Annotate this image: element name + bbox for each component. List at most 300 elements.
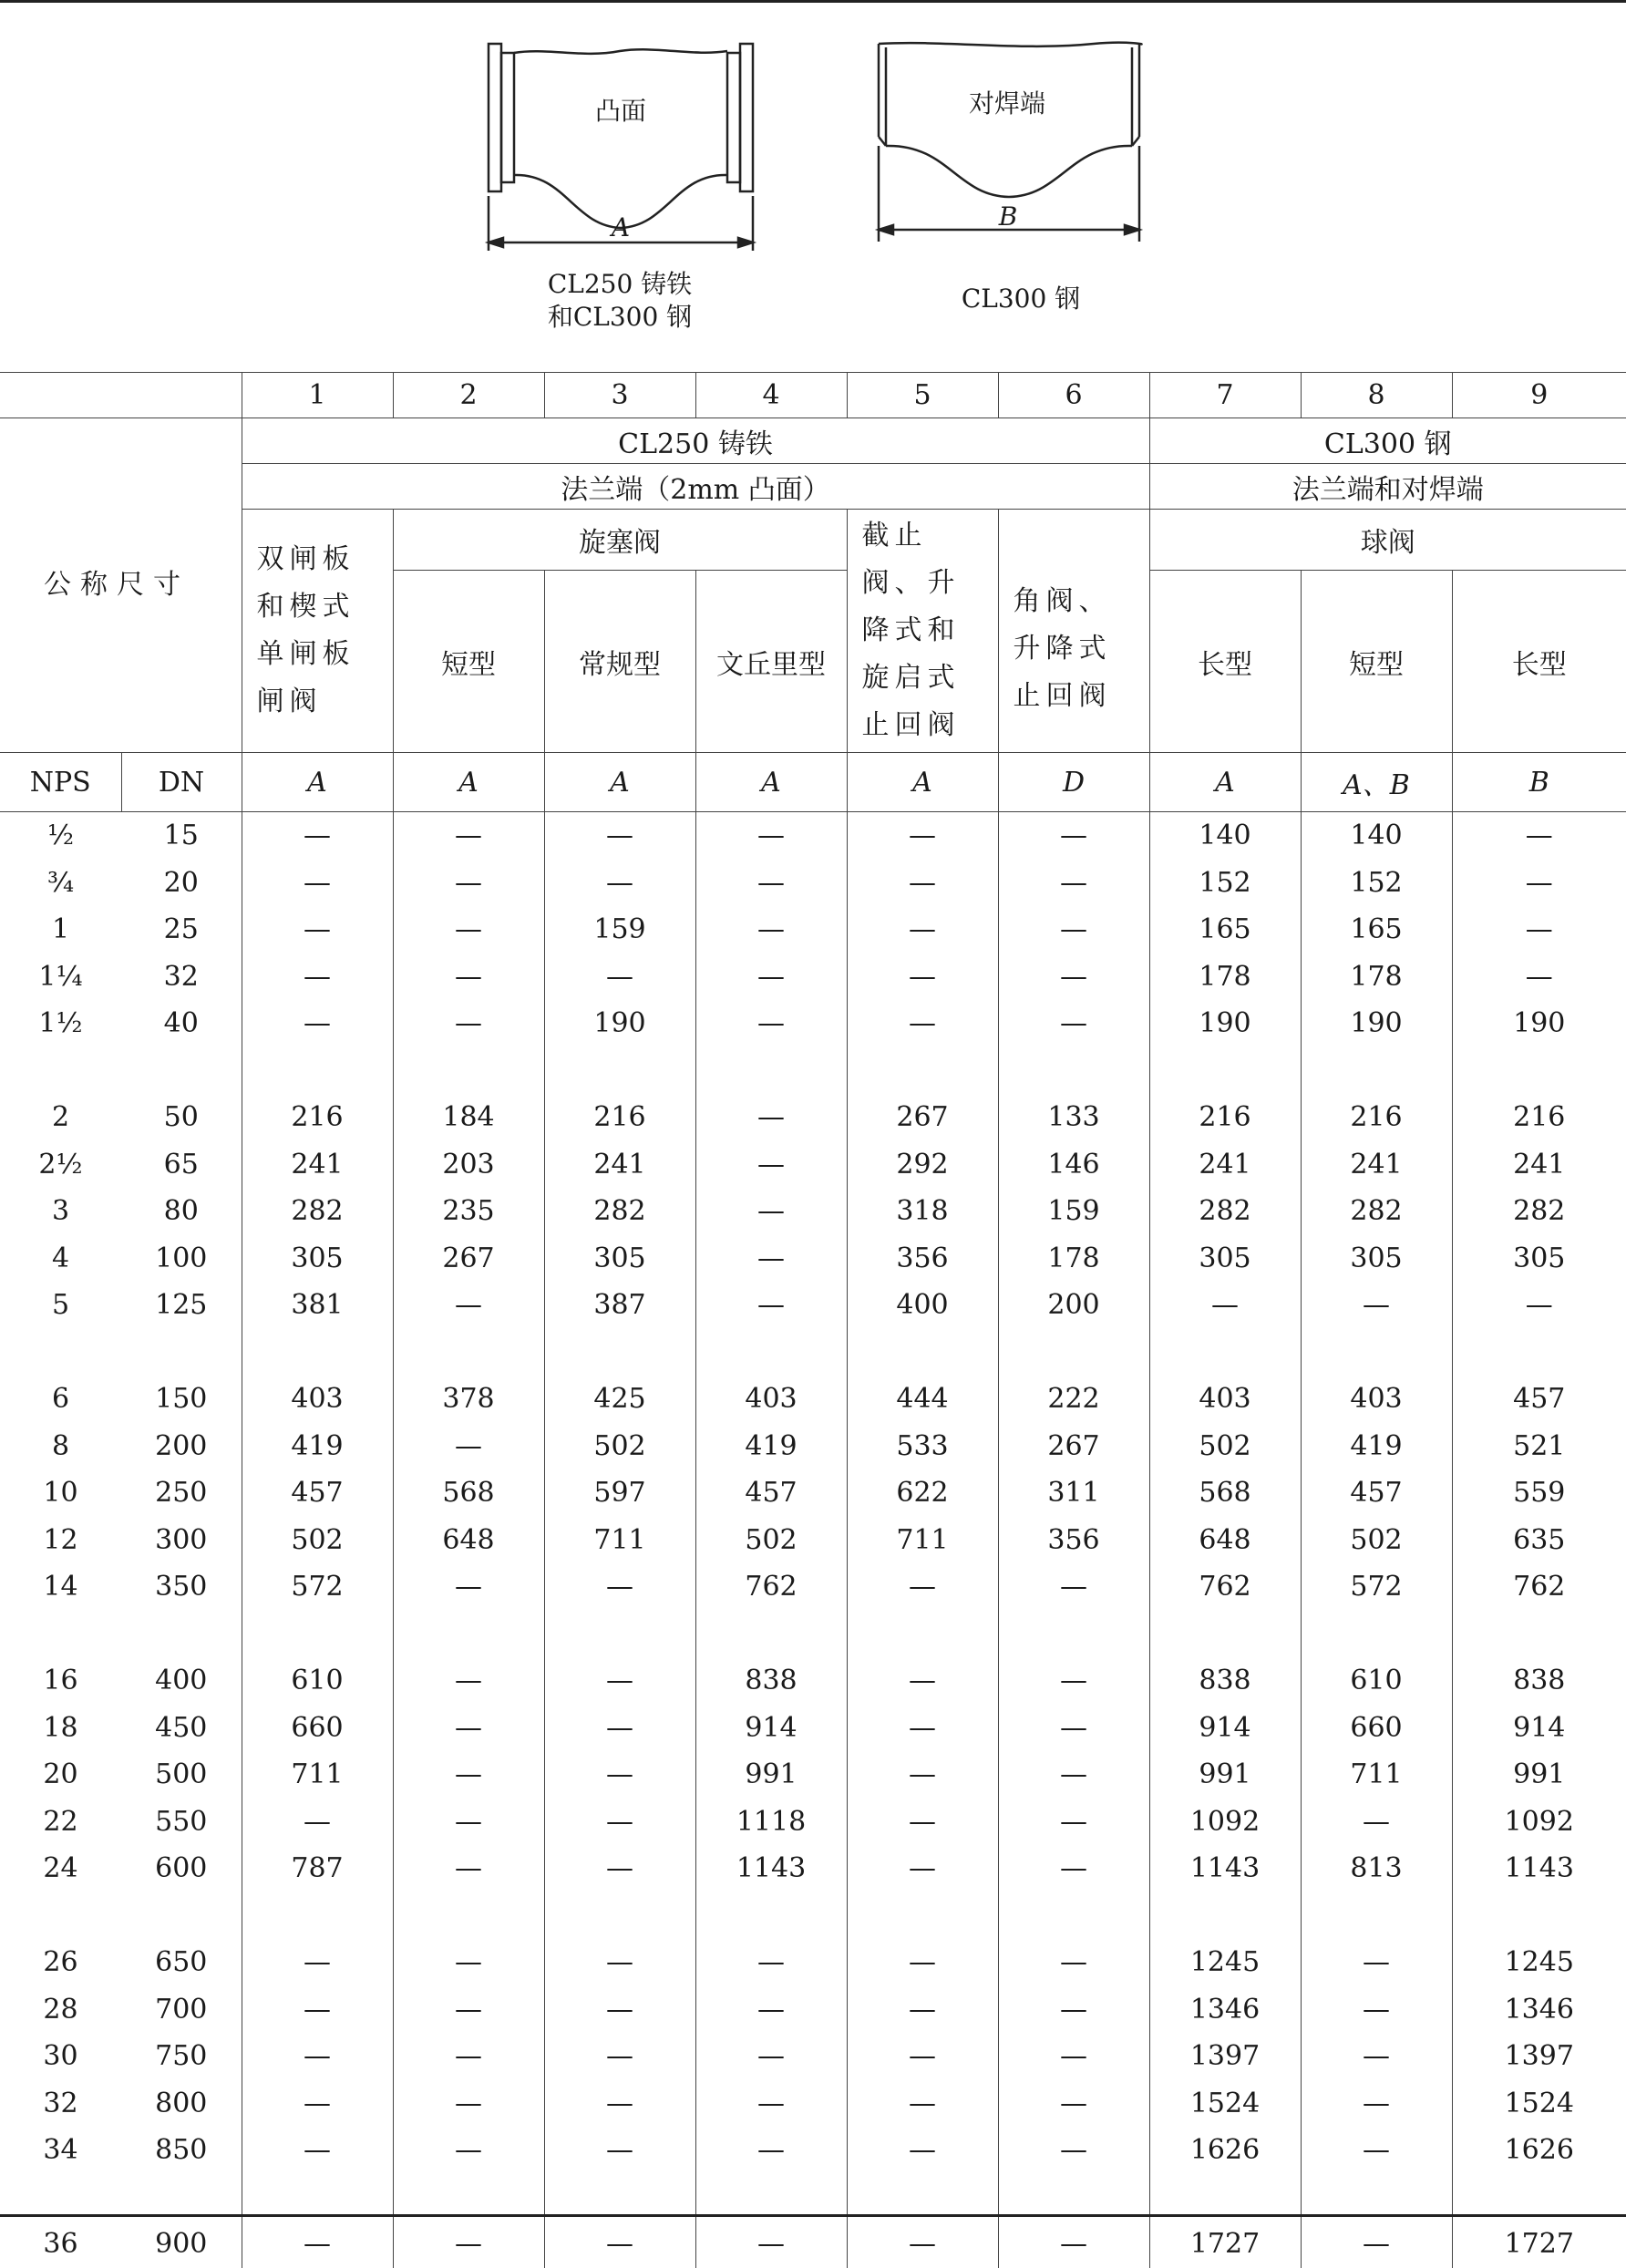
dimension-cell: —: [695, 2127, 847, 2174]
dimension-cell: 1143: [1504, 1852, 1574, 1885]
dimension-cell: —: [695, 2033, 847, 2080]
dimension-cell: 159: [544, 906, 695, 954]
dimension-cell: 190: [1301, 1000, 1452, 1047]
nps-cell: 22: [43, 1805, 78, 1838]
dn-cell: 400: [121, 1657, 242, 1705]
dimension-cell: —: [1301, 2127, 1452, 2174]
dimension-cell: 457: [1301, 1469, 1452, 1517]
dimension-cell: —: [1301, 1799, 1452, 1846]
dimension-cell: —: [393, 954, 544, 1001]
dimension-cell: —: [393, 906, 544, 954]
dimension-cell: —: [695, 2080, 847, 2128]
plug-short-header: 短型: [393, 571, 544, 753]
nps-cell: 14: [43, 1571, 78, 1603]
dimension-cell: —: [695, 1939, 847, 1986]
dn-cell: 650: [121, 1939, 242, 1986]
plug-regular-header: 常规型: [544, 571, 695, 753]
dn-cell: 750: [121, 2033, 242, 2080]
dimension-cell: 403: [1301, 1376, 1452, 1423]
dimension-cell: —: [998, 906, 1149, 954]
dimension-cell: 502: [1149, 1423, 1301, 1470]
nps-cell: ¾: [46, 866, 75, 899]
dimension-cell: —: [1525, 913, 1553, 946]
dimension-cell: 133: [998, 1094, 1149, 1141]
dimension-cell: —: [393, 1799, 544, 1846]
dimension-cell: —: [998, 1705, 1149, 1752]
dimension-cell: 1245: [1149, 1939, 1301, 1986]
nps-cell: ½: [46, 820, 75, 852]
dimension-cell: —: [544, 2221, 695, 2268]
dn-cell: 300: [121, 1517, 242, 1564]
dimension-cell: 216: [1149, 1094, 1301, 1141]
dimension-cell: 152: [1301, 860, 1452, 907]
table-body: [0, 812, 1626, 2268]
nps-cell: 26: [43, 1946, 78, 1979]
dimension-cell: 305: [242, 1235, 393, 1283]
dimension-cell: 1397: [1149, 2033, 1301, 2080]
dimension-cell: —: [544, 1986, 695, 2034]
dimension-cell: 991: [695, 1751, 847, 1799]
dimension-cell: 610: [242, 1657, 393, 1705]
dimension-cell: 559: [1513, 1477, 1566, 1510]
nominal-size-header: 公称尺寸: [0, 418, 242, 753]
dimension-cell: —: [695, 906, 847, 954]
dimension-cell: —: [695, 860, 847, 907]
dimension-cell: —: [393, 860, 544, 907]
dimension-cell: —: [847, 1845, 998, 1892]
dimension-cell: —: [998, 1751, 1149, 1799]
dimension-cell: —: [1301, 2080, 1452, 2128]
dimension-cell: 159: [998, 1188, 1149, 1235]
dimension-cell: —: [847, 954, 998, 1001]
angle-valve-header: 角阀、升降式止回阀: [998, 510, 1149, 753]
dimension-cell: 216: [1301, 1094, 1452, 1141]
dimension-cell: 184: [393, 1094, 544, 1141]
dimension-cell: 1118: [695, 1799, 847, 1846]
dimension-cell: —: [847, 2127, 998, 2174]
dimension-cell: 305: [1301, 1235, 1452, 1283]
dimension-cell: —: [544, 1563, 695, 1611]
symbol-row: [0, 753, 1626, 812]
table-row: [0, 1188, 1626, 1235]
nps-cell: 24: [43, 1852, 78, 1885]
dimension-cell: 1346: [1504, 1993, 1574, 2026]
table-row: [0, 1141, 1626, 1189]
dimension-cell: —: [847, 2221, 998, 2268]
dimension-cell: —: [998, 1563, 1149, 1611]
group-spacer: [0, 1892, 1626, 1940]
dimension-cell: —: [393, 2127, 544, 2174]
ball-long-header: 长型: [1149, 571, 1301, 753]
dimension-cell: —: [847, 1751, 998, 1799]
dimension-cell: —: [1301, 1939, 1452, 1986]
nps-cell: 30: [43, 2040, 78, 2073]
dimension-cell: —: [242, 2080, 393, 2128]
plug-venturi-header: 文丘里型: [695, 571, 847, 753]
dimension-cell: 1727: [1149, 2221, 1301, 2268]
nps-cell: 34: [43, 2134, 78, 2167]
dimension-cell: 152: [1149, 860, 1301, 907]
dimension-cell: 222: [998, 1376, 1149, 1423]
table-row: [0, 2127, 1626, 2174]
dimension-cell: —: [1301, 2221, 1452, 2268]
flange-weld-header: 法兰端和对焊端: [1149, 464, 1626, 510]
dimension-cell: 991: [1149, 1751, 1301, 1799]
dimension-cell: 711: [1301, 1751, 1452, 1799]
dimension-cell: 403: [1149, 1376, 1301, 1423]
dimension-cell: 502: [695, 1517, 847, 1564]
dimension-cell: —: [695, 954, 847, 1001]
dimension-cell: 200: [998, 1282, 1149, 1329]
dimension-cell: —: [242, 2127, 393, 2174]
dimension-cell: —: [695, 812, 847, 860]
dimension-cell: 1092: [1149, 1799, 1301, 1846]
dimension-cell: —: [544, 1751, 695, 1799]
group-spacer: [0, 1047, 1626, 1095]
table-row: [0, 1986, 1626, 2034]
dn-cell: 250: [121, 1469, 242, 1517]
dimension-cell: 787: [242, 1845, 393, 1892]
dimension-cell: 400: [847, 1282, 998, 1329]
dimension-cell: —: [242, 1799, 393, 1846]
col-number: 4: [695, 373, 847, 418]
table-row: [0, 2080, 1626, 2128]
ball-valve-header: 球阀: [1149, 510, 1626, 571]
dimension-cell: —: [393, 2033, 544, 2080]
dimension-cell: —: [695, 2221, 847, 2268]
dimension-cell: 1245: [1504, 1946, 1574, 1979]
dn-cell: 125: [121, 1282, 242, 1329]
dimension-cell: —: [242, 812, 393, 860]
dimension-cell: —: [544, 1705, 695, 1752]
dimension-cell: 457: [1513, 1383, 1566, 1416]
dimension-cell: —: [695, 1000, 847, 1047]
dn-cell: 80: [121, 1188, 242, 1235]
dimension-cell: —: [1149, 1282, 1301, 1329]
table-row: [0, 1282, 1626, 1329]
dimension-cell: 568: [1149, 1469, 1301, 1517]
dimension-cell: 403: [695, 1376, 847, 1423]
dn-cell: 450: [121, 1705, 242, 1752]
dimension-cell: —: [998, 2033, 1149, 2080]
dimension-cell: —: [1525, 820, 1553, 852]
nps-cell: 32: [43, 2087, 78, 2119]
dimension-cell: 381: [242, 1282, 393, 1329]
dimension-cell: —: [242, 2221, 393, 2268]
dn-header: DN: [121, 753, 242, 812]
dim-symbol: A: [695, 753, 847, 812]
dimension-cell: —: [998, 954, 1149, 1001]
nps-cell: 10: [43, 1477, 78, 1510]
nps-cell: 1½: [38, 1007, 83, 1040]
table-row: [0, 1469, 1626, 1517]
dimension-cell: 1143: [695, 1845, 847, 1892]
dimension-cell: —: [847, 860, 998, 907]
dn-cell: 65: [121, 1141, 242, 1189]
dimension-cell: —: [242, 1939, 393, 1986]
dimension-cell: —: [242, 906, 393, 954]
dimension-cell: 521: [1513, 1429, 1566, 1462]
nps-cell: 2½: [38, 1148, 83, 1180]
nps-header: NPS: [0, 753, 121, 812]
dimension-cell: 140: [1301, 812, 1452, 860]
dimension-cell: —: [695, 1986, 847, 2034]
dimension-cell: 216: [1513, 1101, 1566, 1134]
table-row: [0, 1845, 1626, 1892]
dimension-cell: 1397: [1504, 2040, 1574, 2073]
dimension-cell: 1626: [1149, 2127, 1301, 2174]
dimension-cell: 165: [1149, 906, 1301, 954]
dimension-cell: —: [695, 1188, 847, 1235]
dimension-cell: 610: [1301, 1657, 1452, 1705]
dimension-cell: 387: [544, 1282, 695, 1329]
col-number: 1: [242, 373, 393, 418]
dimension-cell: 1626: [1504, 2134, 1574, 2167]
dimension-cell: 533: [847, 1423, 998, 1470]
group-spacer: [0, 1329, 1626, 1376]
dimension-cell: —: [998, 1657, 1149, 1705]
dimension-cell: —: [544, 2033, 695, 2080]
dim-symbol: A: [242, 753, 393, 812]
dimension-cell: 660: [1301, 1705, 1452, 1752]
dimension-cell: 622: [847, 1469, 998, 1517]
dim-symbol: B: [1452, 753, 1626, 812]
dimension-cell: 190: [1513, 1007, 1566, 1040]
dimension-cell: 648: [393, 1517, 544, 1564]
figure-area: [0, 0, 1626, 365]
dimension-cell: 146: [998, 1141, 1149, 1189]
dimension-cell: 1524: [1149, 2080, 1301, 2128]
dimension-cell: —: [242, 2033, 393, 2080]
dimension-cell: 216: [544, 1094, 695, 1141]
dn-cell: 600: [121, 1845, 242, 1892]
dimension-cell: —: [847, 1705, 998, 1752]
dimension-cell: 140: [1149, 812, 1301, 860]
dimension-cell: 165: [1301, 906, 1452, 954]
dimension-cell: —: [998, 2080, 1149, 2128]
dimension-cell: 660: [242, 1705, 393, 1752]
dimension-cell: 241: [544, 1141, 695, 1189]
dimension-cell: 178: [1149, 954, 1301, 1001]
dimension-cell: 838: [695, 1657, 847, 1705]
dimension-cell: —: [393, 2221, 544, 2268]
dimension-cell: 305: [1513, 1242, 1566, 1274]
dimension-cell: —: [393, 1000, 544, 1047]
dimension-cell: 241: [242, 1141, 393, 1189]
dimension-cell: 444: [847, 1376, 998, 1423]
dimension-cell: —: [847, 2033, 998, 2080]
dimension-cell: 838: [1513, 1665, 1566, 1697]
dimension-cell: 1092: [1504, 1805, 1574, 1838]
dimension-table: [0, 372, 1626, 2268]
dimension-cell: 1524: [1504, 2087, 1574, 2119]
dimension-cell: 914: [1149, 1705, 1301, 1752]
dimension-cell: 502: [242, 1517, 393, 1564]
weld-long-header: 长型: [1452, 571, 1626, 753]
dimension-cell: —: [1301, 1986, 1452, 2034]
nps-cell: 1¼: [38, 960, 83, 993]
dimension-cell: —: [393, 1705, 544, 1752]
dimension-cell: —: [1301, 1282, 1452, 1329]
dn-cell: 550: [121, 1799, 242, 1846]
table-row: [0, 1657, 1626, 1705]
dimension-cell: —: [393, 1939, 544, 1986]
table-row: [0, 2221, 1626, 2268]
dn-cell: 150: [121, 1376, 242, 1423]
dimension-cell: 190: [544, 1000, 695, 1047]
dn-cell: 700: [121, 1986, 242, 2034]
dimension-cell: —: [695, 1235, 847, 1283]
col-number: 6: [998, 373, 1149, 418]
dimension-cell: 305: [544, 1235, 695, 1283]
dim-symbol: D: [998, 753, 1149, 812]
dimension-cell: —: [544, 1939, 695, 1986]
dimension-cell: —: [847, 1939, 998, 1986]
nps-cell: 8: [51, 1429, 70, 1462]
dimension-cell: 635: [1513, 1523, 1566, 1556]
flange-end-header: 法兰端（2mm 凸面）: [242, 464, 1149, 510]
dn-cell: 40: [121, 1000, 242, 1047]
dimension-cell: 190: [1149, 1000, 1301, 1047]
dimension-cell: 1346: [1149, 1986, 1301, 2034]
table-row: [0, 1094, 1626, 1141]
dn-cell: 25: [121, 906, 242, 954]
ball-short-header: 短型: [1301, 571, 1452, 753]
col-number: 5: [847, 373, 998, 418]
dimension-cell: —: [998, 860, 1149, 907]
dimension-cell: 241: [1301, 1141, 1452, 1189]
dimension-cell: 762: [1149, 1563, 1301, 1611]
dn-cell: 500: [121, 1751, 242, 1799]
dimension-cell: 318: [847, 1188, 998, 1235]
dimension-cell: —: [393, 1657, 544, 1705]
dim-symbol: A: [847, 753, 998, 812]
dimension-cell: —: [998, 1799, 1149, 1846]
column-number-row: [0, 373, 1626, 418]
dimension-cell: 403: [242, 1376, 393, 1423]
dn-cell: 800: [121, 2080, 242, 2128]
table-row: [0, 860, 1626, 907]
dimension-cell: 203: [393, 1141, 544, 1189]
dimension-cell: 502: [1301, 1517, 1452, 1564]
dimension-cell: —: [695, 1282, 847, 1329]
table-header: [0, 373, 1626, 812]
dimension-cell: —: [847, 2080, 998, 2128]
dimension-cell: 711: [847, 1517, 998, 1564]
raised-face-label: 凸面: [594, 96, 646, 126]
table-row: [0, 1000, 1626, 1047]
dimension-cell: —: [998, 1939, 1149, 1986]
nps-cell: 6: [51, 1383, 70, 1416]
dimension-cell: —: [847, 906, 998, 954]
dimension-cell: —: [847, 1986, 998, 2034]
dimension-cell: —: [393, 2080, 544, 2128]
dimension-cell: 419: [242, 1423, 393, 1470]
dimension-cell: 267: [847, 1094, 998, 1141]
dimension-cell: 292: [847, 1141, 998, 1189]
cast-iron-group-header: CL250 铸铁: [242, 418, 1149, 464]
dimension-cell: —: [998, 1000, 1149, 1047]
dimension-cell: —: [544, 2127, 695, 2174]
nps-cell: 18: [43, 1711, 78, 1744]
dimension-cell: 914: [695, 1705, 847, 1752]
nps-cell: 12: [43, 1523, 78, 1556]
nps-cell: 5: [51, 1289, 70, 1322]
dn-cell: 32: [121, 954, 242, 1001]
dimension-cell: —: [847, 812, 998, 860]
right-caption: CL300 钢: [961, 284, 1081, 314]
dimension-cell: 502: [544, 1423, 695, 1470]
dimension-cell: 235: [393, 1188, 544, 1235]
gate-valve-header: 双闸板和楔式单闸板闸阀: [242, 510, 393, 753]
left-caption-line1: CL250 铸铁: [547, 269, 693, 299]
table-row: [0, 1376, 1626, 1423]
dimension-cell: —: [544, 2080, 695, 2128]
table-row: [0, 1705, 1626, 1752]
dimension-cell: —: [695, 1141, 847, 1189]
dn-cell: 900: [121, 2221, 242, 2268]
dimension-cell: 991: [1513, 1758, 1566, 1791]
dimension-cell: —: [242, 860, 393, 907]
nps-cell: 20: [43, 1758, 78, 1791]
dimension-cell: —: [242, 1000, 393, 1047]
table-row: [0, 1799, 1626, 1846]
dimension-cell: 1143: [1149, 1845, 1301, 1892]
butt-weld-label: 对焊端: [968, 88, 1045, 119]
table-row: [0, 812, 1626, 860]
nps-cell: 2: [51, 1101, 70, 1134]
dimension-cell: 813: [1301, 1845, 1452, 1892]
dimension-cell: 711: [242, 1751, 393, 1799]
dimension-cell: 356: [847, 1235, 998, 1283]
table-row: [0, 906, 1626, 954]
dimension-cell: 597: [544, 1469, 695, 1517]
dimension-cell: 178: [1301, 954, 1452, 1001]
dimension-cell: —: [393, 1986, 544, 2034]
dimension-cell: 1727: [1504, 2228, 1574, 2261]
dimension-cell: 648: [1149, 1517, 1301, 1564]
dimension-cell: —: [393, 1563, 544, 1611]
group-spacer: [0, 1611, 1626, 1658]
dimension-cell: —: [1525, 866, 1553, 899]
dn-cell: 100: [121, 1235, 242, 1283]
dn-cell: 50: [121, 1094, 242, 1141]
dim-symbol: A: [544, 753, 695, 812]
dimension-cell: 568: [393, 1469, 544, 1517]
nps-cell: 36: [43, 2228, 78, 2261]
table-row: [0, 1517, 1626, 1564]
left-caption-line2: 和CL300 钢: [547, 302, 693, 332]
dimension-cell: 914: [1513, 1711, 1566, 1744]
dim-b-label: B: [998, 201, 1018, 232]
table-row: [0, 1939, 1626, 1986]
table-row: [0, 954, 1626, 1001]
dimension-cell: 378: [393, 1376, 544, 1423]
bottom-rule: [0, 2214, 1626, 2217]
dn-cell: 20: [121, 860, 242, 907]
dimension-cell: —: [1525, 960, 1553, 993]
nps-cell: 16: [43, 1665, 78, 1697]
dn-cell: 200: [121, 1423, 242, 1470]
dimension-cell: —: [1525, 1289, 1553, 1322]
dim-symbol: A: [393, 753, 544, 812]
dimension-cell: —: [847, 1000, 998, 1047]
dimension-cell: —: [998, 2127, 1149, 2174]
dimension-cell: 282: [1513, 1195, 1566, 1228]
dimension-cell: 838: [1149, 1657, 1301, 1705]
dimension-cell: —: [393, 1282, 544, 1329]
dimension-cell: —: [544, 812, 695, 860]
